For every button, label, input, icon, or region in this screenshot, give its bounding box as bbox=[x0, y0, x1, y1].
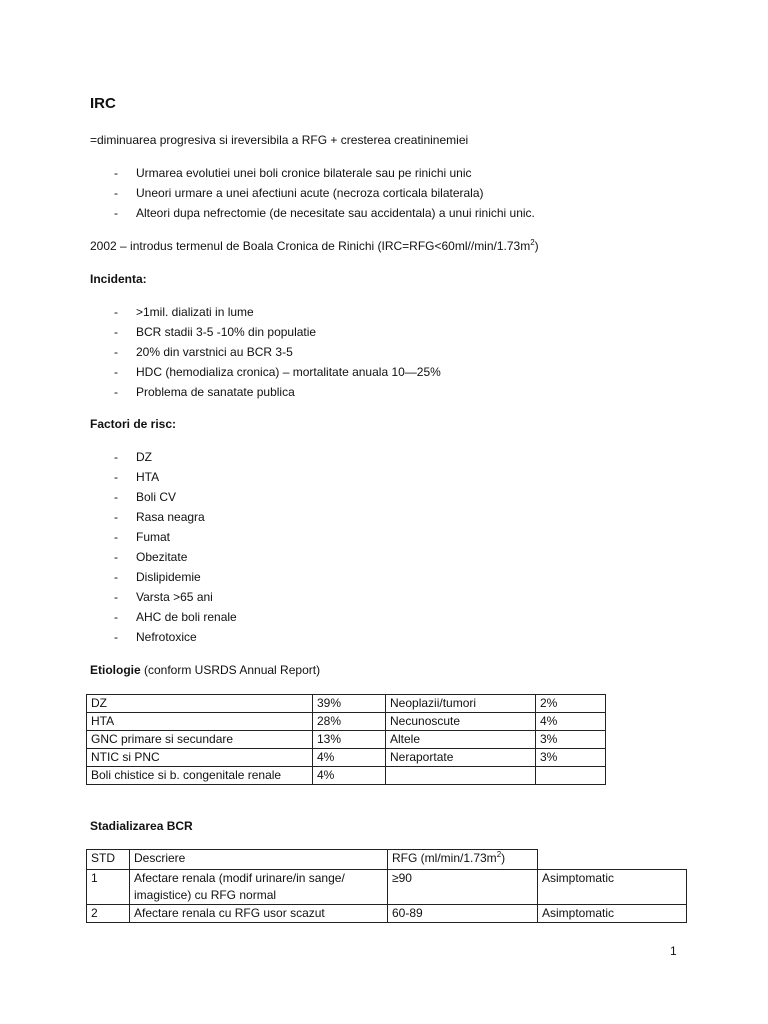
table-header-cell: RFG $(ml/\min/1.73m^2)$ bbox=[388, 850, 538, 870]
table-cell: Afectare renala cu RFG usor scazut bbox=[130, 905, 388, 923]
table-row bbox=[87, 870, 687, 905]
table-cell: Neraportate bbox=[386, 749, 536, 767]
section-heading-etiology: Etiologie (conform USRDS Annual Report) bbox=[90, 663, 321, 677]
table-cell: DZ bbox=[87, 695, 313, 713]
table-row bbox=[87, 905, 687, 923]
staging-table bbox=[86, 849, 687, 923]
page-title: IRC bbox=[90, 95, 116, 112]
table-header-row bbox=[87, 850, 687, 870]
table-cell: 2 bbox=[87, 905, 130, 923]
section-heading-staging: Stadializarea BCR bbox=[90, 819, 193, 833]
etiology-table bbox=[86, 694, 606, 785]
document-page: IRC =diminuarea progresiva si ireversibila a RFG + cresterea creatininemiei - Urmarea evolutiei unei boli cronice bilaterale sau pe rinichi unic - Uneori urmare a unei afectiuni acute (necroza corticala bilaterala) - Alteori dupa nefrectomie (de necesitate sau accidentala) a unui rinichi unic. 2002 – introdus termenul de Boala Cronica de Rinichi $(IRC=RFG<60ml//\min/1.73m^2)$ Incidenta: - >1mil. dializati in lume - BCR stadii 3-5 -10% din populatie - 20% din varstnici au BCR 3-5 - HDC (hemodializa cronica) – mortalitate anuala 10—25% - Problema de sanatate publica Factori de risc: - DZ - HTA - Boli CV - Rasa neagra - Fumat - Obezitate - Dislipidemie - Varsta >65 ani - AHC de boli renale - Nefrotoxice Etiologie (conform USRDS Annual Report) DZ 39% Neoplazii/tumori 2% HTA 28% Necunoscute 4% GNC primare si secundare 13% Altele 3% NTIC si PNC 4% Neraportate 3% Boli chistice si b. congenitale renale 4% Stadializarea BCR STD Descriere RFG $(ml/\min/1.73m^2)$ 1 Afectare renala (modif urinare/in sange/ imagistice) cu RFG normal ≥90 Asimptomatic 2 Afectare renala cu RFG usor scazut 60-89 Asimptomatic 1 bbox=[0, 0, 768, 1024]
table-cell: 3% bbox=[536, 731, 606, 749]
table-row bbox=[87, 695, 606, 713]
table-cell: 39% bbox=[313, 695, 386, 713]
section-heading-risk: Factori de risc: bbox=[90, 417, 177, 431]
section-heading-incidence: Incidenta: bbox=[90, 272, 147, 286]
table-cell: ≥90 bbox=[388, 870, 538, 905]
table-cell bbox=[386, 767, 536, 785]
definition-text: =diminuarea progresiva si ireversibila a RFG + cresterea creatininemiei bbox=[90, 133, 469, 147]
table-cell: 28% bbox=[313, 713, 386, 731]
table-cell: HTA bbox=[87, 713, 313, 731]
table-cell: 4% bbox=[313, 749, 386, 767]
table-cell: Altele bbox=[386, 731, 536, 749]
table-cell: 1 bbox=[87, 870, 130, 905]
table-cell: 4% bbox=[313, 767, 386, 785]
table-cell: 13% bbox=[313, 731, 386, 749]
table-header-cell bbox=[538, 850, 687, 870]
table-header-cell: Descriere bbox=[130, 850, 388, 870]
table-row bbox=[87, 731, 606, 749]
table-cell: Asimptomatic bbox=[538, 870, 687, 905]
term-definition-line: 2002 – introdus termenul de Boala Cronica de Rinichi $(IRC=RFG<60ml//\min/1.73m^2)$ bbox=[90, 238, 539, 253]
table-row bbox=[87, 713, 606, 731]
table-cell: Necunoscute bbox=[386, 713, 536, 731]
page-number: 1 bbox=[670, 944, 677, 958]
table-row bbox=[87, 767, 606, 785]
table-cell: 2% bbox=[536, 695, 606, 713]
table-cell: Asimptomatic bbox=[538, 905, 687, 923]
table-cell: 4% bbox=[536, 713, 606, 731]
table-cell: Afectare renala (modif urinare/in sange/ imagistice) cu RFG normal bbox=[130, 870, 388, 905]
table-row bbox=[87, 749, 606, 767]
table-cell: Boli chistice si b. congenitale renale bbox=[87, 767, 313, 785]
table-cell: 60-89 bbox=[388, 905, 538, 923]
table-cell bbox=[536, 767, 606, 785]
table-cell: 3% bbox=[536, 749, 606, 767]
table-cell: NTIC si PNC bbox=[87, 749, 313, 767]
table-cell: Neoplazii/tumori bbox=[386, 695, 536, 713]
table-cell: GNC primare si secundare bbox=[87, 731, 313, 749]
table-header-cell: STD bbox=[87, 850, 130, 870]
